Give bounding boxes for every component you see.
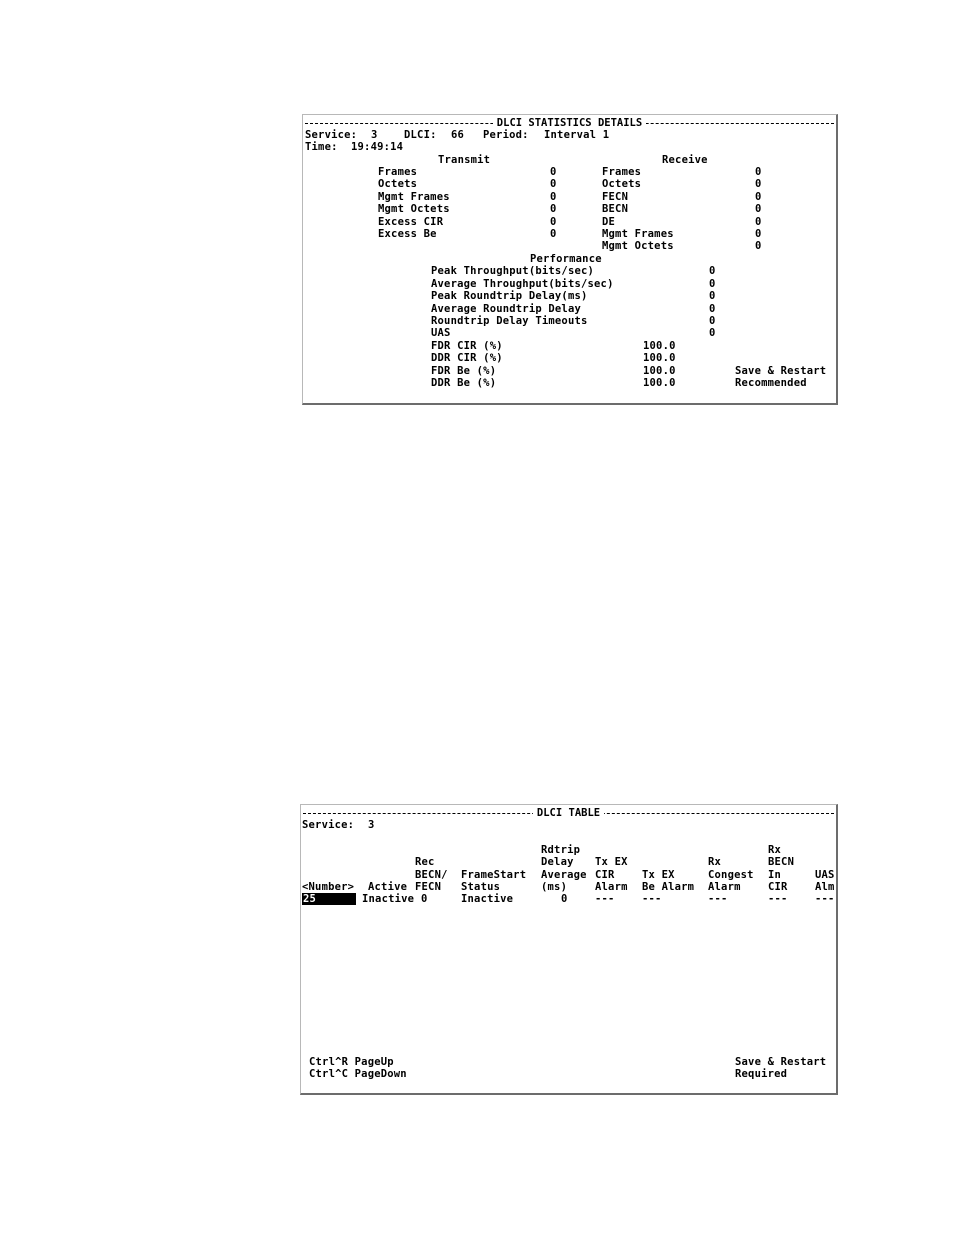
ddr-cir-value: 100.0	[643, 352, 676, 364]
period-label: Period:	[483, 129, 529, 141]
receive-octets-value: 0	[755, 178, 762, 190]
dlci-label: DLCI:	[404, 129, 437, 141]
peak-throughput-label: Peak Throughput(bits/sec)	[431, 265, 595, 277]
table-service-value: 3	[368, 819, 375, 831]
receive-mgmt-octets-value: 0	[755, 240, 762, 252]
col-tx-ex-cir-header-2: CIR	[595, 869, 615, 881]
service-label: Service:	[305, 129, 358, 141]
ddr-be-label: DDR Be (%)	[431, 377, 497, 389]
page-down-hint[interactable]: Ctrl^C PageDown	[309, 1068, 407, 1080]
roundtrip-timeouts-label: Roundtrip Delay Timeouts	[431, 315, 588, 327]
stats-title: DLCI STATISTICS DETAILS	[493, 117, 646, 129]
receive-becn-label: BECN	[602, 203, 629, 215]
transmit-octets-value: 0	[550, 178, 557, 190]
roundtrip-timeouts-value: 0	[709, 315, 716, 327]
time-label: Time:	[305, 141, 338, 153]
performance-heading: Performance	[530, 253, 602, 265]
col-tx-ex-cir-header-3: Alarm	[595, 881, 628, 893]
col-rx-congest-header-1: Rx	[708, 856, 722, 868]
col-tx-ex-be-header-2: Be Alarm	[642, 881, 695, 893]
transmit-mgmt-frames-value: 0	[550, 191, 557, 203]
col-rdtrip-header-1: Rdtrip	[541, 844, 581, 856]
stats-status-line1: Save & Restart	[735, 365, 827, 377]
receive-mgmt-octets-label: Mgmt Octets	[602, 240, 674, 252]
col-framestart-header-1: FrameStart	[461, 869, 527, 881]
rdtrip-delay-cell: 0	[561, 893, 568, 905]
transmit-excess-be-label: Excess Be	[378, 228, 437, 240]
col-rx-congest-header-3: Alarm	[708, 881, 741, 893]
col-rx-becn-header-3: In	[768, 869, 782, 881]
dlci-table-panel	[300, 804, 838, 1095]
receive-frames-value: 0	[755, 166, 762, 178]
table-row[interactable]	[301, 893, 836, 905]
active-cell: Inactive	[362, 893, 415, 905]
col-uas-header-2: Alm	[815, 881, 835, 893]
table-status-line1: Save & Restart	[735, 1056, 827, 1068]
receive-fecn-value: 0	[755, 191, 762, 203]
transmit-mgmt-frames-label: Mgmt Frames	[378, 191, 450, 203]
framestart-status-cell: Inactive	[461, 893, 514, 905]
fdr-be-label: FDR Be (%)	[431, 365, 497, 377]
page-up-hint[interactable]: Ctrl^R PageUp	[309, 1056, 394, 1068]
uas-alm-cell: ---	[815, 893, 835, 905]
transmit-excess-cir-label: Excess CIR	[378, 216, 444, 228]
transmit-frames-label: Frames	[378, 166, 418, 178]
number-value: 25	[303, 893, 317, 905]
transmit-octets-label: Octets	[378, 178, 418, 190]
average-throughput-value: 0	[709, 278, 716, 290]
transmit-mgmt-octets-label: Mgmt Octets	[378, 203, 450, 215]
rx-becn-in-cir-cell: ---	[768, 893, 788, 905]
receive-mgmt-frames-label: Mgmt Frames	[602, 228, 674, 240]
table-service-label: Service:	[302, 819, 355, 831]
transmit-excess-be-value: 0	[550, 228, 557, 240]
receive-de-label: DE	[602, 216, 616, 228]
time-value: 19:49:14	[351, 141, 404, 153]
col-number-header[interactable]: <Number>	[302, 881, 355, 893]
col-rx-congest-header-2: Congest	[708, 869, 754, 881]
peak-throughput-value: 0	[709, 265, 716, 277]
service-value: 3	[371, 129, 378, 141]
col-rx-becn-header-1: Rx	[768, 844, 782, 856]
col-tx-ex-be-header-1: Tx EX	[642, 869, 675, 881]
fdr-be-value: 100.0	[643, 365, 676, 377]
tx-ex-cir-alarm-cell: ---	[595, 893, 615, 905]
col-uas-header-1: UAS	[815, 869, 835, 881]
transmit-frames-value: 0	[550, 166, 557, 178]
peak-roundtrip-value: 0	[709, 290, 716, 302]
transmit-mgmt-octets-value: 0	[550, 203, 557, 215]
col-rdtrip-header-4: (ms)	[541, 881, 568, 893]
dlci-value: 66	[451, 129, 465, 141]
rx-congest-alarm-cell: ---	[708, 893, 728, 905]
transmit-excess-cir-value: 0	[550, 216, 557, 228]
col-tx-ex-cir-header-1: Tx EX	[595, 856, 628, 868]
col-rec-becn-header-3: FECN	[415, 881, 442, 893]
peak-roundtrip-label: Peak Roundtrip Delay(ms)	[431, 290, 588, 302]
average-roundtrip-value: 0	[709, 303, 716, 315]
fdr-cir-value: 100.0	[643, 340, 676, 352]
col-rdtrip-header-2: Delay	[541, 856, 574, 868]
receive-heading: Receive	[662, 154, 708, 166]
receive-frames-label: Frames	[602, 166, 642, 178]
ddr-cir-label: DDR CIR (%)	[431, 352, 503, 364]
table-header	[303, 807, 834, 819]
ddr-be-value: 100.0	[643, 377, 676, 389]
col-rdtrip-header-3: Average	[541, 869, 587, 881]
transmit-heading: Transmit	[438, 154, 491, 166]
stats-header	[305, 117, 834, 129]
table-title: DLCI TABLE	[533, 807, 604, 819]
col-rec-becn-header-1: Rec	[415, 856, 435, 868]
rec-becn-fecn-cell: 0	[421, 893, 428, 905]
receive-octets-label: Octets	[602, 178, 642, 190]
receive-mgmt-frames-value: 0	[755, 228, 762, 240]
period-value: Interval 1	[544, 129, 610, 141]
col-framestart-header-2: Status	[461, 881, 501, 893]
col-rx-becn-header-4: CIR	[768, 881, 788, 893]
number-input[interactable]	[302, 893, 356, 905]
fdr-cir-label: FDR CIR (%)	[431, 340, 503, 352]
uas-label: UAS	[431, 327, 451, 339]
uas-value: 0	[709, 327, 716, 339]
stats-status-line2: Recommended	[735, 377, 807, 389]
receive-de-value: 0	[755, 216, 762, 228]
col-rec-becn-header-2: BECN/	[415, 869, 448, 881]
receive-fecn-label: FECN	[602, 191, 629, 203]
average-throughput-label: Average Throughput(bits/sec)	[431, 278, 614, 290]
col-rx-becn-header-2: BECN	[768, 856, 795, 868]
tx-ex-be-alarm-cell: ---	[642, 893, 662, 905]
average-roundtrip-label: Average Roundtrip Delay	[431, 303, 581, 315]
dlci-statistics-panel	[302, 114, 838, 405]
receive-becn-value: 0	[755, 203, 762, 215]
col-active-header: Active	[368, 881, 408, 893]
table-status-line2: Required	[735, 1068, 788, 1080]
